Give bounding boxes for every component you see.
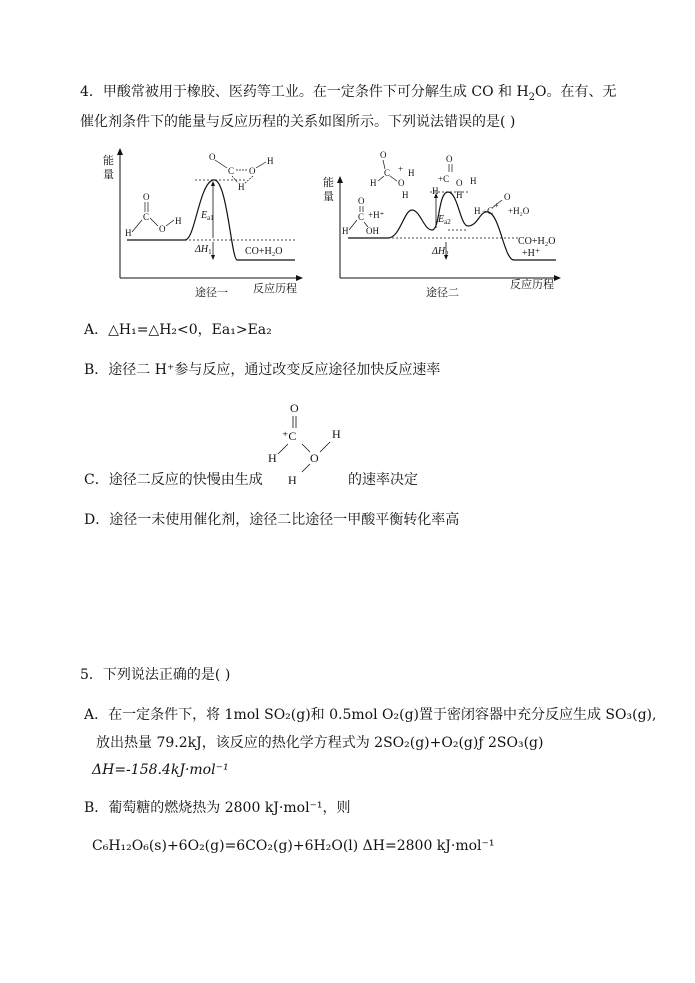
fig2-ea-label: $E_{a2}$	[438, 214, 451, 226]
svg-text:H: H	[268, 451, 277, 465]
fig2-intermediate-2-structure	[432, 154, 477, 200]
q4-option-d: D．途径一未使用催化剂，途径二比途径一甲酸平衡转化率高	[84, 512, 460, 528]
q5-option-a-line2: 放出热量 79.2kJ，该反应的热化学方程式为 2SO₂(g)+O₂(g)ƒ 2SO₃(g)	[96, 735, 544, 751]
q5-option-b-line1: B．葡萄糖的燃烧热为 2800 kJ·mol⁻¹，则	[84, 800, 351, 816]
svg-text:H: H	[456, 190, 463, 200]
svg-text:O: O	[209, 152, 216, 162]
fig1-transition-state-structure	[209, 152, 274, 192]
svg-text:O: O	[398, 178, 405, 188]
fig1-ea-label: $E_{a1}$	[201, 210, 214, 222]
svg-text:O: O	[290, 401, 299, 415]
svg-text:O: O	[159, 224, 166, 234]
q4-option-a: A．△H₁=△H₂<0，Ea₁>Ea₂	[84, 322, 272, 338]
fig2-dh-label: $\Delta H_2$	[432, 246, 449, 258]
svg-text:H: H	[238, 182, 245, 192]
q5-stem: 5．下列说法正确的是( )	[80, 667, 231, 683]
q4-stem-line1	[80, 82, 617, 108]
figure-route-1	[95, 148, 310, 298]
svg-text:C: C	[358, 212, 365, 222]
q5-option-a-line1: A．在一定条件下，将 1mol SO₂(g)和 0.5mol O₂(g)置于密闭容器中充分反应生成 SO₃(g),	[84, 707, 657, 723]
fig2-intermediate-3-structure	[474, 192, 530, 216]
svg-text:O: O	[143, 192, 150, 202]
fig2-ylabel-2: 量	[323, 190, 334, 203]
svg-text:H: H	[267, 156, 274, 166]
q5-option-a-line3: ΔH=-158.4kJ·mol⁻¹	[92, 762, 229, 778]
q4-stem-end: O。在有、无	[535, 84, 617, 100]
svg-text:H: H	[402, 190, 409, 200]
fig1-ylabel-2: 量	[103, 168, 114, 181]
q4-option-b: B．途径二 H⁺参与反应，通过改变反应途径加快反应速率	[84, 362, 441, 378]
svg-text:+H₂O: +H₂O	[508, 206, 530, 216]
q5-option-b-line2: C₆H₁₂O₆(s)+6O₂(g)=6CO₂(g)+6H₂O(l) ΔH=2800 kJ·mol⁻¹	[92, 838, 495, 854]
svg-text:H: H	[342, 226, 349, 236]
svg-text:H: H	[288, 473, 297, 487]
svg-text:⁺C: ⁺C	[282, 429, 297, 443]
fig2-ylabel-1: 能	[323, 176, 334, 189]
svg-text:C: C	[384, 168, 391, 178]
fig1-formic-acid-structure	[125, 192, 182, 238]
q4-stem-line2: 催化剂条件下的能量与反应历程的关系如图所示。下列说法错误的是( )	[80, 114, 516, 130]
fig2-product-2: +H⁺	[522, 248, 541, 259]
fig2-h-plus: +H⁺	[368, 210, 385, 220]
q4-stem-text: 4．甲酸常被用于橡胶、医药等工业。在一定条件下可分解生成 CO 和 H	[80, 84, 529, 100]
svg-text:O: O	[249, 166, 256, 176]
fig1-caption: 途径一	[195, 286, 228, 298]
svg-text:C: C	[228, 166, 235, 176]
svg-text:O: O	[310, 451, 319, 465]
q4-option-c-post: 的速率决定	[348, 472, 418, 488]
svg-text:H: H	[432, 186, 439, 196]
svg-text:−C: −C	[482, 206, 494, 216]
fig1-dh-label: $\Delta H_1$	[195, 244, 212, 256]
svg-text:+: +	[494, 201, 499, 210]
q4-stem-sub: 2	[528, 91, 536, 103]
fig2-caption: 途径二	[426, 286, 459, 299]
svg-text:H: H	[175, 216, 182, 226]
svg-text:H: H	[370, 178, 377, 188]
fig2-product-1: CO+H₂O	[518, 236, 556, 247]
svg-text:+C: +C	[438, 174, 450, 184]
figure-route-2	[318, 148, 568, 300]
svg-text:H: H	[125, 228, 132, 238]
svg-text:O: O	[446, 154, 453, 164]
svg-text:O: O	[358, 196, 365, 206]
fig2-intermediate-1-structure	[370, 150, 415, 200]
fig2-xlabel: 反应历程	[510, 278, 554, 291]
q4-option-c-structure	[260, 398, 350, 490]
svg-text:+: +	[398, 164, 404, 174]
fig1-product-label: CO+H₂O	[245, 246, 283, 257]
svg-text:H: H	[474, 206, 481, 216]
svg-text:C: C	[143, 212, 150, 222]
svg-text:H: H	[332, 427, 341, 441]
svg-text:H: H	[408, 168, 415, 178]
svg-text:O: O	[380, 150, 387, 160]
svg-text:OH: OH	[366, 226, 379, 236]
svg-text:O: O	[456, 178, 463, 188]
q4-option-c-pre: C．途径二反应的快慢由生成	[84, 472, 263, 488]
svg-text:O: O	[504, 192, 511, 202]
svg-text:H: H	[470, 176, 477, 186]
fig1-xlabel: 反应历程	[253, 282, 297, 295]
fig1-ylabel-1: 能	[103, 154, 114, 167]
